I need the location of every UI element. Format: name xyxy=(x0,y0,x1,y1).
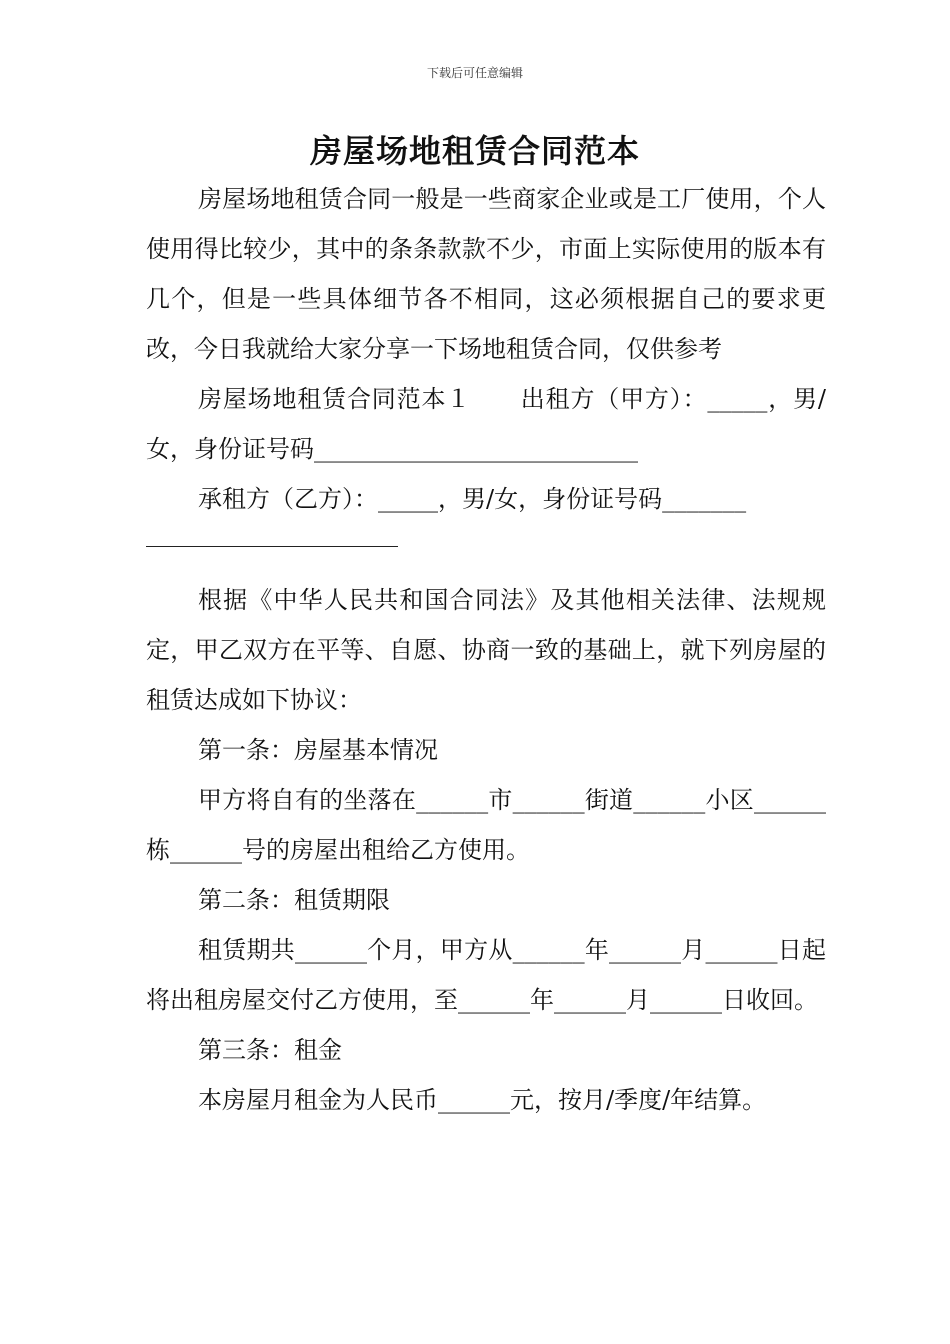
blank-rule xyxy=(146,524,398,547)
article-2-body: 租赁期共______个月，甲方从______年______月______日起将出租房屋交付乙方使用，至______年______月______日收回。 xyxy=(146,936,826,1014)
article-1-body: 甲方将自有的坐落在______市______街道______小区______栋______号的房屋出租给乙方使用。 xyxy=(146,786,826,864)
lessor-paragraph: 房屋场地租赁合同范本１ 出租方（甲方）：_____，男/女，身份证号码___________________________ xyxy=(146,385,826,463)
header-note: 下载后可任意编辑 xyxy=(426,66,523,80)
intro-paragraph: 房屋场地租赁合同一般是一些商家企业或是工厂使用，个人使用得比较少，其中的条条款款不少，市面上实际使用的版本有几个，但是一些具体细节各不相同，这必须根据自己的要求更改，今日我就给大家分享一下场地租赁合同，仅供参考 xyxy=(146,185,826,363)
document-title: 房屋场地租赁合同范本 xyxy=(309,132,640,170)
article-3-body: 本房屋月租金为人民币______元，按月/季度/年结算。 xyxy=(198,1086,767,1114)
article-3-title: 第三条：租金 xyxy=(198,1036,342,1064)
basis-paragraph: 根据《中华人民共和国合同法》及其他相关法律、法规规定，甲乙双方在平等、自愿、协商一致的基础上，就下列房屋的租赁达成如下协议： xyxy=(146,586,826,714)
document-body xyxy=(146,174,826,1125)
lessee-paragraph: 承租方（乙方）：_____，男/女，身份证号码_______ xyxy=(198,485,747,513)
article-2-title: 第二条：租赁期限 xyxy=(198,886,390,914)
article-1-title: 第一条：房屋基本情况 xyxy=(198,736,438,764)
